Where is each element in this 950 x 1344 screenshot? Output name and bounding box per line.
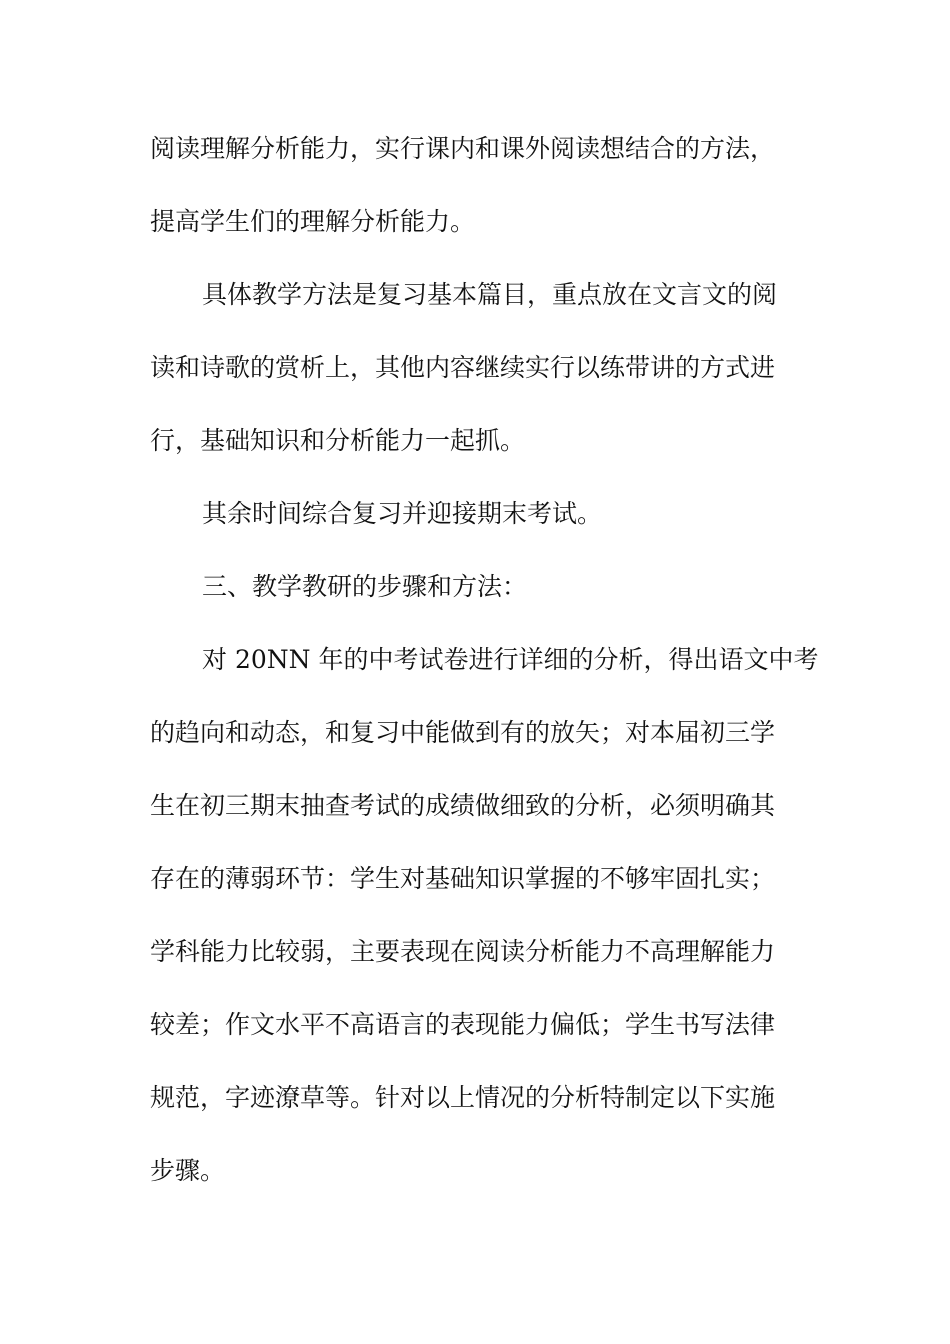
- text-line: 提高学生们的理解分析能力。: [150, 207, 476, 236]
- text-line: 规范，字迹潦草等。针对以上情况的分析特制定以下实施: [150, 1083, 776, 1112]
- text-line: 其余时间综合复习并迎接期末考试。: [202, 499, 603, 528]
- text-line: 具体教学方法是复习基本篇目，重点放在文言文的阅: [202, 280, 778, 309]
- text-line: 学科能力比较弱，主要表现在阅读分析能力不高理解能力: [150, 937, 776, 966]
- text-line: 存在的薄弱环节：学生对基础知识掌握的不够牢固扎实；: [150, 864, 776, 893]
- text-line: 的趋向和动态，和复习中能做到有的放矢；对本届初三学: [150, 718, 776, 747]
- text-line: 行，基础知识和分析能力一起抓。: [150, 426, 526, 455]
- text-line: 阅读理解分析能力，实行课内和课外阅读想结合的方法，: [150, 134, 776, 163]
- text-line: 读和诗歌的赏析上，其他内容继续实行以练带讲的方式进: [150, 353, 776, 382]
- body-text: [150, 112, 819, 1207]
- text-line: 步骤。: [150, 1156, 226, 1185]
- text-line: 对 20NN 年的中考试卷进行详细的分析，得出语文中考: [202, 645, 819, 674]
- text-line: 较差；作文水平不高语言的表现能力偏低；学生书写法律: [150, 1010, 776, 1039]
- text-line: 生在初三期末抽查考试的成绩做细致的分析，必须明确其: [150, 791, 776, 820]
- section-heading: 三、教学教研的步骤和方法：: [202, 572, 528, 601]
